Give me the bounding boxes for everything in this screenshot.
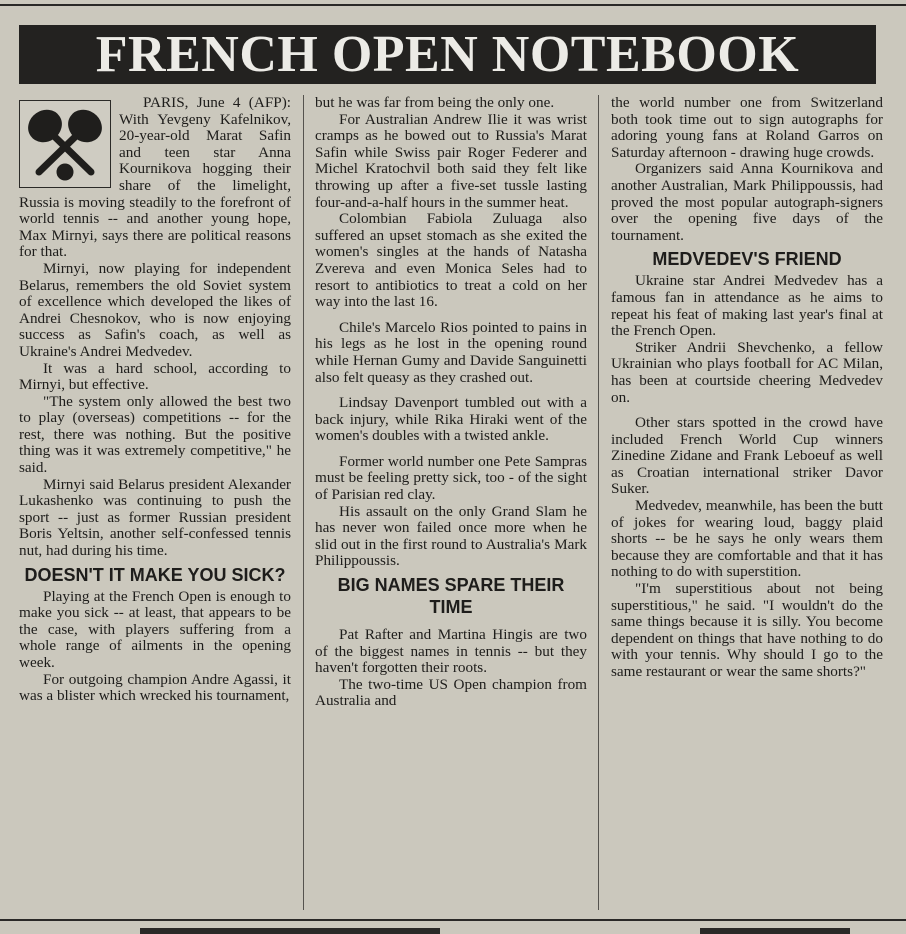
paragraph: Chile's Marcelo Rios pointed to pains in his legs as he lost in the opening round while Hernan Gumy and Davide Sanguinetti also felt queasy as they crashed out. (315, 318, 587, 386)
paragraph: "The system only allowed the best two to play (overseas) competitions -- for the rest, there was nothing. But the positive thing was it was extremely competitive," he said. (19, 392, 291, 477)
paragraph: Mirnyi said Belarus president Alexander Lukashenko was continuing to push the sport -- just as former Russian president Boris Yeltsin, another self-confessed tennis nut, had during his time. (19, 475, 291, 560)
subheading: MEDVEDEV'S FRIEND (652, 249, 842, 270)
subheading: BIG NAMES SPARE THEIR TIME (337, 575, 565, 618)
bottom-rule (0, 919, 906, 921)
paragraph: Mirnyi, now playing for independent Belarus, remembers the old Soviet system of excellence which developed the likes of Andrei Chesnokov, who is now enjoying success as Safin's coach, as well as Ukraine's Andrei Medvedev. (19, 259, 291, 360)
paragraph: Ukraine star Andrei Medvedev has a famous fan in attendance as he aims to repeat his feat of making last year's final at the French Open. (611, 272, 883, 340)
paragraph: The two-time US Open champion from Australia and (315, 675, 587, 710)
paragraph: It was a hard school, according to Mirnyi, but effective. (19, 359, 291, 394)
paragraph: the world number one from Switzerland both took time out to sign autographs for adoring young fans at Roland Garros on Saturday afternoon - drawing huge crowds. (611, 95, 883, 161)
paragraph: Pat Rafter and Martina Hingis are two of the biggest names in tennis -- but they haven't forgotten their roots. (315, 626, 587, 677)
paragraph: Former world number one Pete Sampras must be feeling pretty sick, too - of the sight of Parisian red clay. (315, 452, 587, 504)
dateline-paragraph: PARIS, June 4 (AFP): With Yevgeny Kafelnikov, 20-year-old Marat Safin and teen star Anna Kournikova hogging their share of the limelight, Russia is moving steadily to the forefront of world tennis -- and another young hope, Max Mirnyi, says there are political reasons for that. (19, 95, 291, 261)
column-1 (19, 95, 303, 910)
paragraph: Colombian Fabiola Zuluaga also suffered an upset stomach as she exited the women's singles at the hands of Natasha Zvereva and even Monica Seles had to resort to antibiotics to treat a cold on her way into the last 16. (315, 210, 587, 311)
paragraph: Medvedev, meanwhile, has been the butt of jokes for wearing loud, baggy plaid shorts -- be he says he only wears them because they are comfortable and that it has nothing to do with superstition. (611, 497, 883, 581)
paragraph: For Australian Andrew Ilie it was wrist cramps as he bowed out to Russia's Marat Safin while Swiss pair Roger Federer and Michel Kratochvil both said they felt like throwing up after a five-set tussle lasting four-and-a-half hours in the summer heat. (315, 110, 587, 211)
paragraph: Playing at the French Open is enough to make you sick -- at least, that appears to be the case, with players suffering from a whole range of ailments in the opening week. (19, 587, 291, 671)
paragraph: Lindsay Davenport tumbled out with a back injury, while Rika Hiraki went of the women's doubles with a twisted ankle. (315, 394, 587, 445)
headline-title: FRENCH OPEN NOTEBOOK (95, 26, 800, 83)
paragraph: His assault on the only Grand Slam he has never won failed once more when he slid out in the first round to Australia's Mark Philippoussis. (315, 502, 587, 570)
subheading: DOESN'T IT MAKE YOU SICK? (24, 564, 286, 585)
article-columns (19, 95, 883, 910)
paragraph: Other stars spotted in the crowd have included French World Cup winners Zinedine Zidane and Frank Leboeuf as well as Croatian international striker Davor Suker. (611, 414, 883, 498)
crossed-rackets-icon (19, 100, 111, 188)
bottom-bar (140, 928, 440, 934)
paragraph: Organizers said Anna Kournikova and another Australian, Mark Philippoussis, had proved the most popular autograph-signers over the opening five days of the tournament. (611, 160, 883, 244)
top-rule (0, 4, 906, 6)
headline-banner (19, 25, 876, 84)
paragraph: Striker Andrii Shevchenko, a fellow Ukrainian who plays football for AC Milan, has been at courtside cheering Medvedev on. (611, 338, 883, 406)
column-3 (598, 95, 883, 910)
bottom-bar (700, 928, 850, 934)
paragraph: For outgoing champion Andre Agassi, it was a blister which wrecked his tournament, (19, 670, 291, 705)
paragraph: but he was far from being the only one. (315, 95, 555, 111)
paragraph: "I'm superstitious about not being superstitious," he said. "I wouldn't do the same things because it is silly. You become dependent on things that have nothing to do with your tennis. Why should I go to the same restaurant or wear the same shorts?" (611, 580, 883, 680)
column-2 (303, 95, 598, 910)
